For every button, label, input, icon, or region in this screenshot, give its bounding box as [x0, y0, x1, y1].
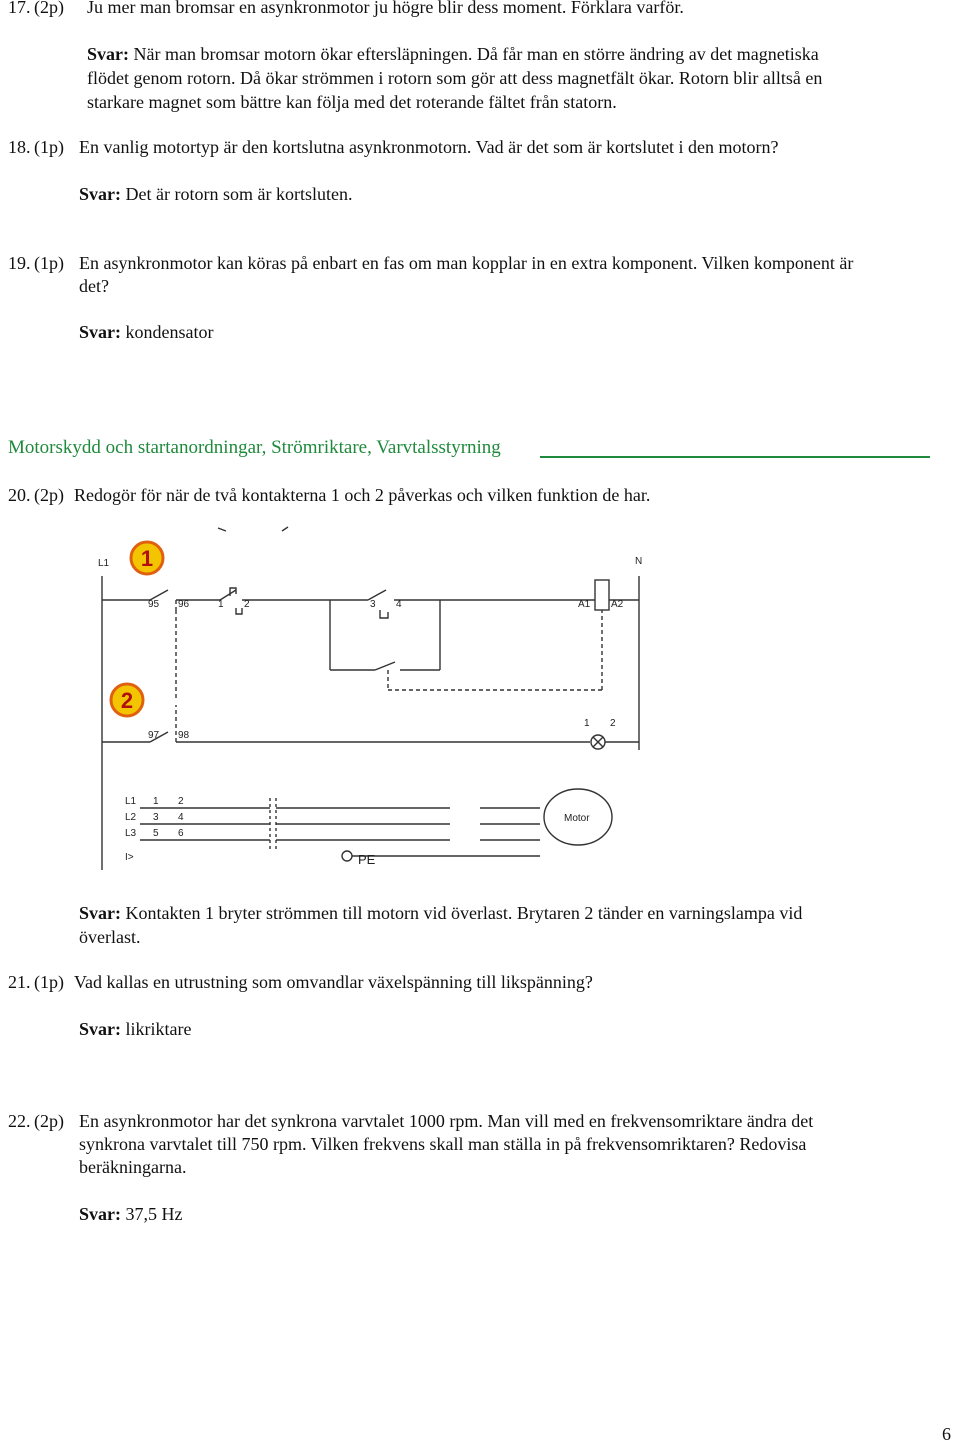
page-number: 6 [942, 1424, 951, 1444]
q18-question: En vanlig motortyp är den kortslutna asynkronmotorn. Vad är det som är kortslutet i den motorn? [79, 137, 779, 157]
label-PE: PE [358, 852, 376, 867]
q18-answer: Svar: Det är rotorn som är kortsluten. [79, 184, 353, 204]
q22-question-line-3: beräkningarna. [79, 1157, 187, 1177]
label-t3: 3 [370, 599, 376, 610]
label-motor: Motor [564, 813, 590, 824]
section-heading-rule [540, 456, 930, 458]
svg-text:2: 2 [120, 688, 134, 713]
q20-answer-line-1: Svar: Kontakten 1 bryter strömmen till motorn vid överlast. Brytaren 2 tänder en varningslampa vid [79, 903, 803, 923]
q17-points: (2p) [34, 0, 64, 17]
q19-question-line-2: det? [79, 276, 109, 296]
q17-answer-line-2: flödet genom rotorn. Då ökar strömmen i rotorn som gör att dess magnetfält ökar. Rotorn blir alltså en [87, 68, 823, 88]
label-phase-L2: L2 [125, 812, 137, 823]
label-lamp-1: 1 [584, 718, 590, 729]
q22-points: (2p) [34, 1111, 64, 1131]
q22-question-line-1: En asynkronmotor har det synkrona varvtalet 1000 rpm. Man vill med en frekvensomriktare ändra det [79, 1111, 814, 1131]
label-n5: 5 [153, 828, 159, 839]
q20-points: (2p) [34, 485, 64, 505]
label-n2: 2 [178, 796, 184, 807]
q17-question: Ju mer man bromsar en asynkronmotor ju högre blir dess moment. Förklara varför. [87, 0, 684, 17]
label-n1: 1 [153, 796, 159, 807]
q21-answer: Svar: likriktare [79, 1019, 192, 1039]
section-heading: Motorskydd och startanordningar, Strömriktare, Varvtalsstyrning [8, 437, 501, 458]
label-98: 98 [178, 730, 190, 741]
q21-points: (1p) [34, 972, 64, 992]
q20-question: Redogör för när de två kontakterna 1 och 2 påverkas och vilken funktion de har. [74, 485, 651, 505]
q18-number: 18. [8, 137, 31, 157]
q17-number: 17. [8, 0, 31, 17]
q21-question: Vad kallas en utrustning som omvandlar växelspänning till likspänning? [74, 972, 593, 992]
label-A1: A1 [578, 599, 591, 610]
marker-2 [111, 684, 143, 716]
q19-question-line-1: En asynkronmotor kan köras på enbart en fas om man kopplar in en extra komponent. Vilken komponent är [79, 253, 854, 273]
q18-points: (1p) [34, 137, 64, 157]
q20-number: 20. [8, 485, 31, 505]
label-phase-L3: L3 [125, 828, 137, 839]
label-97: 97 [148, 730, 160, 741]
q22-answer: Svar: 37,5 Hz [79, 1204, 183, 1224]
circuit-diagram [90, 520, 660, 880]
marker-1 [131, 542, 163, 574]
label-n6: 6 [178, 828, 184, 839]
label-L1: L1 [98, 558, 110, 569]
q21-number: 21. [8, 972, 31, 992]
q20-answer-line-2: överlast. [79, 927, 141, 947]
q19-number: 19. [8, 253, 31, 273]
q22-question-line-2: synkrona varvtalet till 750 rpm. Vilken frekvens skall man ställa in på frekvensomriktaren? Redovisa [79, 1134, 807, 1154]
label-phase-L1: L1 [125, 796, 137, 807]
q19-answer: Svar: kondensator [79, 322, 214, 342]
label-t1: 1 [218, 599, 224, 610]
q17-answer-line-3: starkare magnet som bättre kan följa med det roterande fältet från statorn. [87, 92, 617, 112]
label-A2: A2 [611, 599, 624, 610]
label-t4: 4 [396, 599, 402, 610]
q22-number: 22. [8, 1111, 31, 1131]
svg-text:1: 1 [140, 546, 154, 571]
q17-answer-line-1: Svar: När man bromsar motorn ökar eftersläpningen. Då får man en större ändring av det magnetiska [87, 44, 819, 64]
label-95: 95 [148, 599, 160, 610]
q19-points: (1p) [34, 253, 64, 273]
label-n3: 3 [153, 812, 159, 823]
label-96: 96 [178, 599, 190, 610]
label-lamp-2: 2 [610, 718, 616, 729]
label-overload: I> [125, 852, 134, 863]
label-N: N [635, 556, 643, 567]
label-t2: 2 [244, 599, 250, 610]
label-n4: 4 [178, 812, 184, 823]
